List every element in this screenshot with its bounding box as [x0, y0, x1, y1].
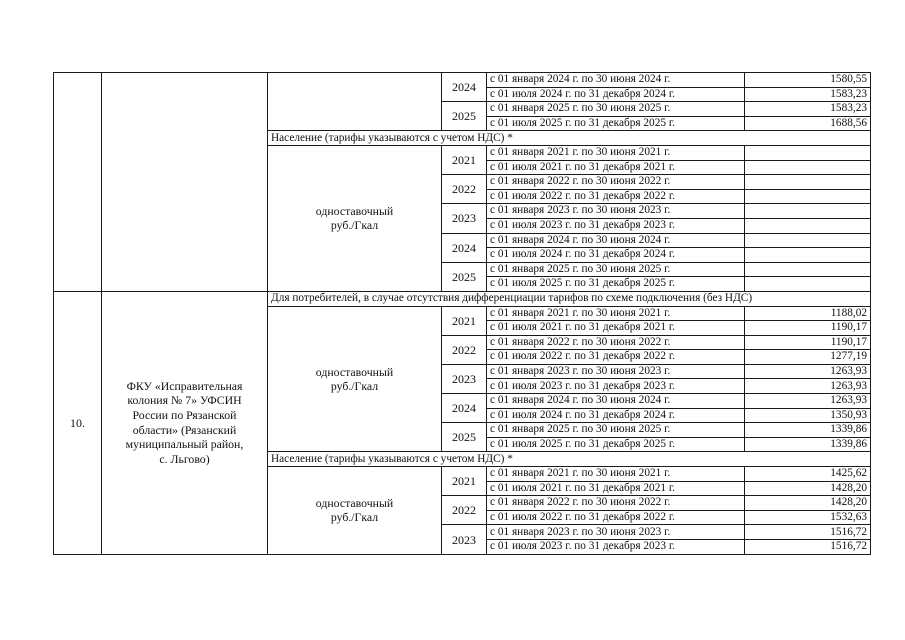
value-cell: 1580,55	[745, 73, 871, 88]
period-cell: с 01 июля 2024 г. по 31 декабря 2024 г.	[487, 248, 745, 263]
year-cell: 2021	[442, 467, 487, 496]
period-cell: с 01 июля 2022 г. по 31 декабря 2022 г.	[487, 350, 745, 365]
period-cell: с 01 января 2025 г. по 30 июня 2025 г.	[487, 262, 745, 277]
organization-cell-prev	[102, 73, 268, 292]
tariff-type-label: одноставочный	[315, 364, 394, 379]
entry-number-cell: 10.	[54, 291, 102, 554]
value-cell: 1428,20	[745, 481, 871, 496]
value-cell: 1263,93	[745, 364, 871, 379]
year-cell: 2023	[442, 364, 487, 393]
value-cell: 1583,23	[745, 87, 871, 102]
period-cell: с 01 января 2025 г. по 30 июня 2025 г.	[487, 102, 745, 117]
year-cell: 2025	[442, 262, 487, 291]
table-row	[54, 73, 871, 88]
period-cell: с 01 января 2021 г. по 30 июня 2021 г.	[487, 467, 745, 482]
value-cell: 1688,56	[745, 116, 871, 131]
value-cell	[745, 277, 871, 292]
tariff-type-label: одноставочный	[315, 204, 394, 219]
value-cell: 1190,17	[745, 335, 871, 350]
value-cell: 1425,62	[745, 467, 871, 482]
period-cell: с 01 января 2024 г. по 30 июня 2024 г.	[487, 394, 745, 409]
year-cell: 2022	[442, 496, 487, 525]
year-cell: 2022	[442, 175, 487, 204]
tariff-type-cell	[268, 467, 442, 555]
value-cell	[745, 262, 871, 277]
tariff-unit-label: руб./Гкал	[330, 510, 379, 525]
entry-number-cell-prev	[54, 73, 102, 292]
year-cell: 2021	[442, 145, 487, 174]
period-cell: с 01 июля 2025 г. по 31 декабря 2025 г.	[487, 277, 745, 292]
period-cell: с 01 июля 2021 г. по 31 декабря 2021 г.	[487, 160, 745, 175]
value-cell: 1516,72	[745, 540, 871, 555]
value-cell: 1428,20	[745, 496, 871, 511]
value-cell	[745, 189, 871, 204]
value-cell	[745, 145, 871, 160]
value-cell: 1339,86	[745, 437, 871, 452]
period-cell: с 01 июля 2024 г. по 31 декабря 2024 г.	[487, 87, 745, 102]
value-cell: 1263,93	[745, 394, 871, 409]
period-cell: с 01 июля 2021 г. по 31 декабря 2021 г.	[487, 321, 745, 336]
year-cell: 2024	[442, 233, 487, 262]
year-cell: 2021	[442, 306, 487, 335]
year-cell: 2024	[442, 73, 487, 102]
period-cell: с 01 января 2024 г. по 30 июня 2024 г.	[487, 233, 745, 248]
period-cell: с 01 июля 2025 г. по 31 декабря 2025 г.	[487, 116, 745, 131]
period-cell: с 01 июля 2023 г. по 31 декабря 2023 г.	[487, 218, 745, 233]
period-cell: с 01 января 2024 г. по 30 июня 2024 г.	[487, 73, 745, 88]
organization-name-line: муниципальный район,	[125, 437, 244, 452]
section-header: Население (тарифы указываются с учетом НДС) *	[268, 452, 871, 467]
period-cell: с 01 января 2022 г. по 30 июня 2022 г.	[487, 175, 745, 190]
tariff-unit-label: руб./Гкал	[330, 218, 379, 233]
period-cell: с 01 июля 2023 г. по 31 декабря 2023 г.	[487, 540, 745, 555]
value-cell: 1532,63	[745, 510, 871, 525]
period-cell: с 01 июля 2024 г. по 31 декабря 2024 г.	[487, 408, 745, 423]
value-cell	[745, 175, 871, 190]
period-cell: с 01 января 2022 г. по 30 июня 2022 г.	[487, 335, 745, 350]
tariff-unit-label: руб./Гкал	[330, 378, 379, 393]
period-cell: с 01 июля 2022 г. по 31 декабря 2022 г.	[487, 189, 745, 204]
period-cell: с 01 июля 2025 г. по 31 декабря 2025 г.	[487, 437, 745, 452]
section-header: Для потребителей, в случае отсутствия дифференциации тарифов по схеме подключения (без НДС)	[268, 291, 871, 306]
period-cell: с 01 января 2025 г. по 30 июня 2025 г.	[487, 423, 745, 438]
table-row	[54, 291, 871, 306]
year-cell: 2022	[442, 335, 487, 364]
organization-name-line: России по Рязанской	[132, 408, 237, 423]
value-cell: 1339,86	[745, 423, 871, 438]
value-cell	[745, 218, 871, 233]
value-cell: 1277,19	[745, 350, 871, 365]
period-cell: с 01 января 2023 г. по 30 июня 2023 г.	[487, 204, 745, 219]
section-header: Население (тарифы указываются с учетом НДС) *	[268, 131, 871, 146]
year-cell: 2025	[442, 423, 487, 452]
period-cell: с 01 июля 2021 г. по 31 декабря 2021 г.	[487, 481, 745, 496]
value-cell: 1350,93	[745, 408, 871, 423]
tariff-type-cell	[268, 306, 442, 452]
value-cell: 1263,93	[745, 379, 871, 394]
period-cell: с 01 января 2022 г. по 30 июня 2022 г.	[487, 496, 745, 511]
value-cell	[745, 160, 871, 175]
value-cell	[745, 204, 871, 219]
value-cell: 1190,17	[745, 321, 871, 336]
period-cell: с 01 июля 2022 г. по 31 декабря 2022 г.	[487, 510, 745, 525]
tariff-type-label: одноставочный	[315, 496, 394, 511]
tariff-type-cell	[268, 145, 442, 291]
period-cell: с 01 июля 2023 г. по 31 декабря 2023 г.	[487, 379, 745, 394]
value-cell: 1583,23	[745, 102, 871, 117]
period-cell: с 01 января 2021 г. по 30 июня 2021 г.	[487, 145, 745, 160]
value-cell	[745, 233, 871, 248]
organization-name-line: с. Льгово)	[159, 452, 210, 467]
tariff-table	[53, 72, 871, 555]
organization-name-line: колония № 7» УФСИН	[127, 393, 242, 408]
period-cell: с 01 января 2023 г. по 30 июня 2023 г.	[487, 364, 745, 379]
year-cell: 2024	[442, 394, 487, 423]
year-cell: 2025	[442, 102, 487, 131]
year-cell: 2023	[442, 525, 487, 554]
tariff-type-cell-prev-a	[268, 73, 442, 131]
value-cell: 1188,02	[745, 306, 871, 321]
value-cell	[745, 248, 871, 263]
value-cell: 1516,72	[745, 525, 871, 540]
organization-name-line: области» (Рязанский	[132, 422, 237, 437]
organization-name-line: ФКУ «Исправительная	[126, 378, 243, 393]
organization-cell	[102, 291, 268, 554]
year-cell: 2023	[442, 204, 487, 233]
period-cell: с 01 января 2023 г. по 30 июня 2023 г.	[487, 525, 745, 540]
period-cell: с 01 января 2021 г. по 30 июня 2021 г.	[487, 306, 745, 321]
